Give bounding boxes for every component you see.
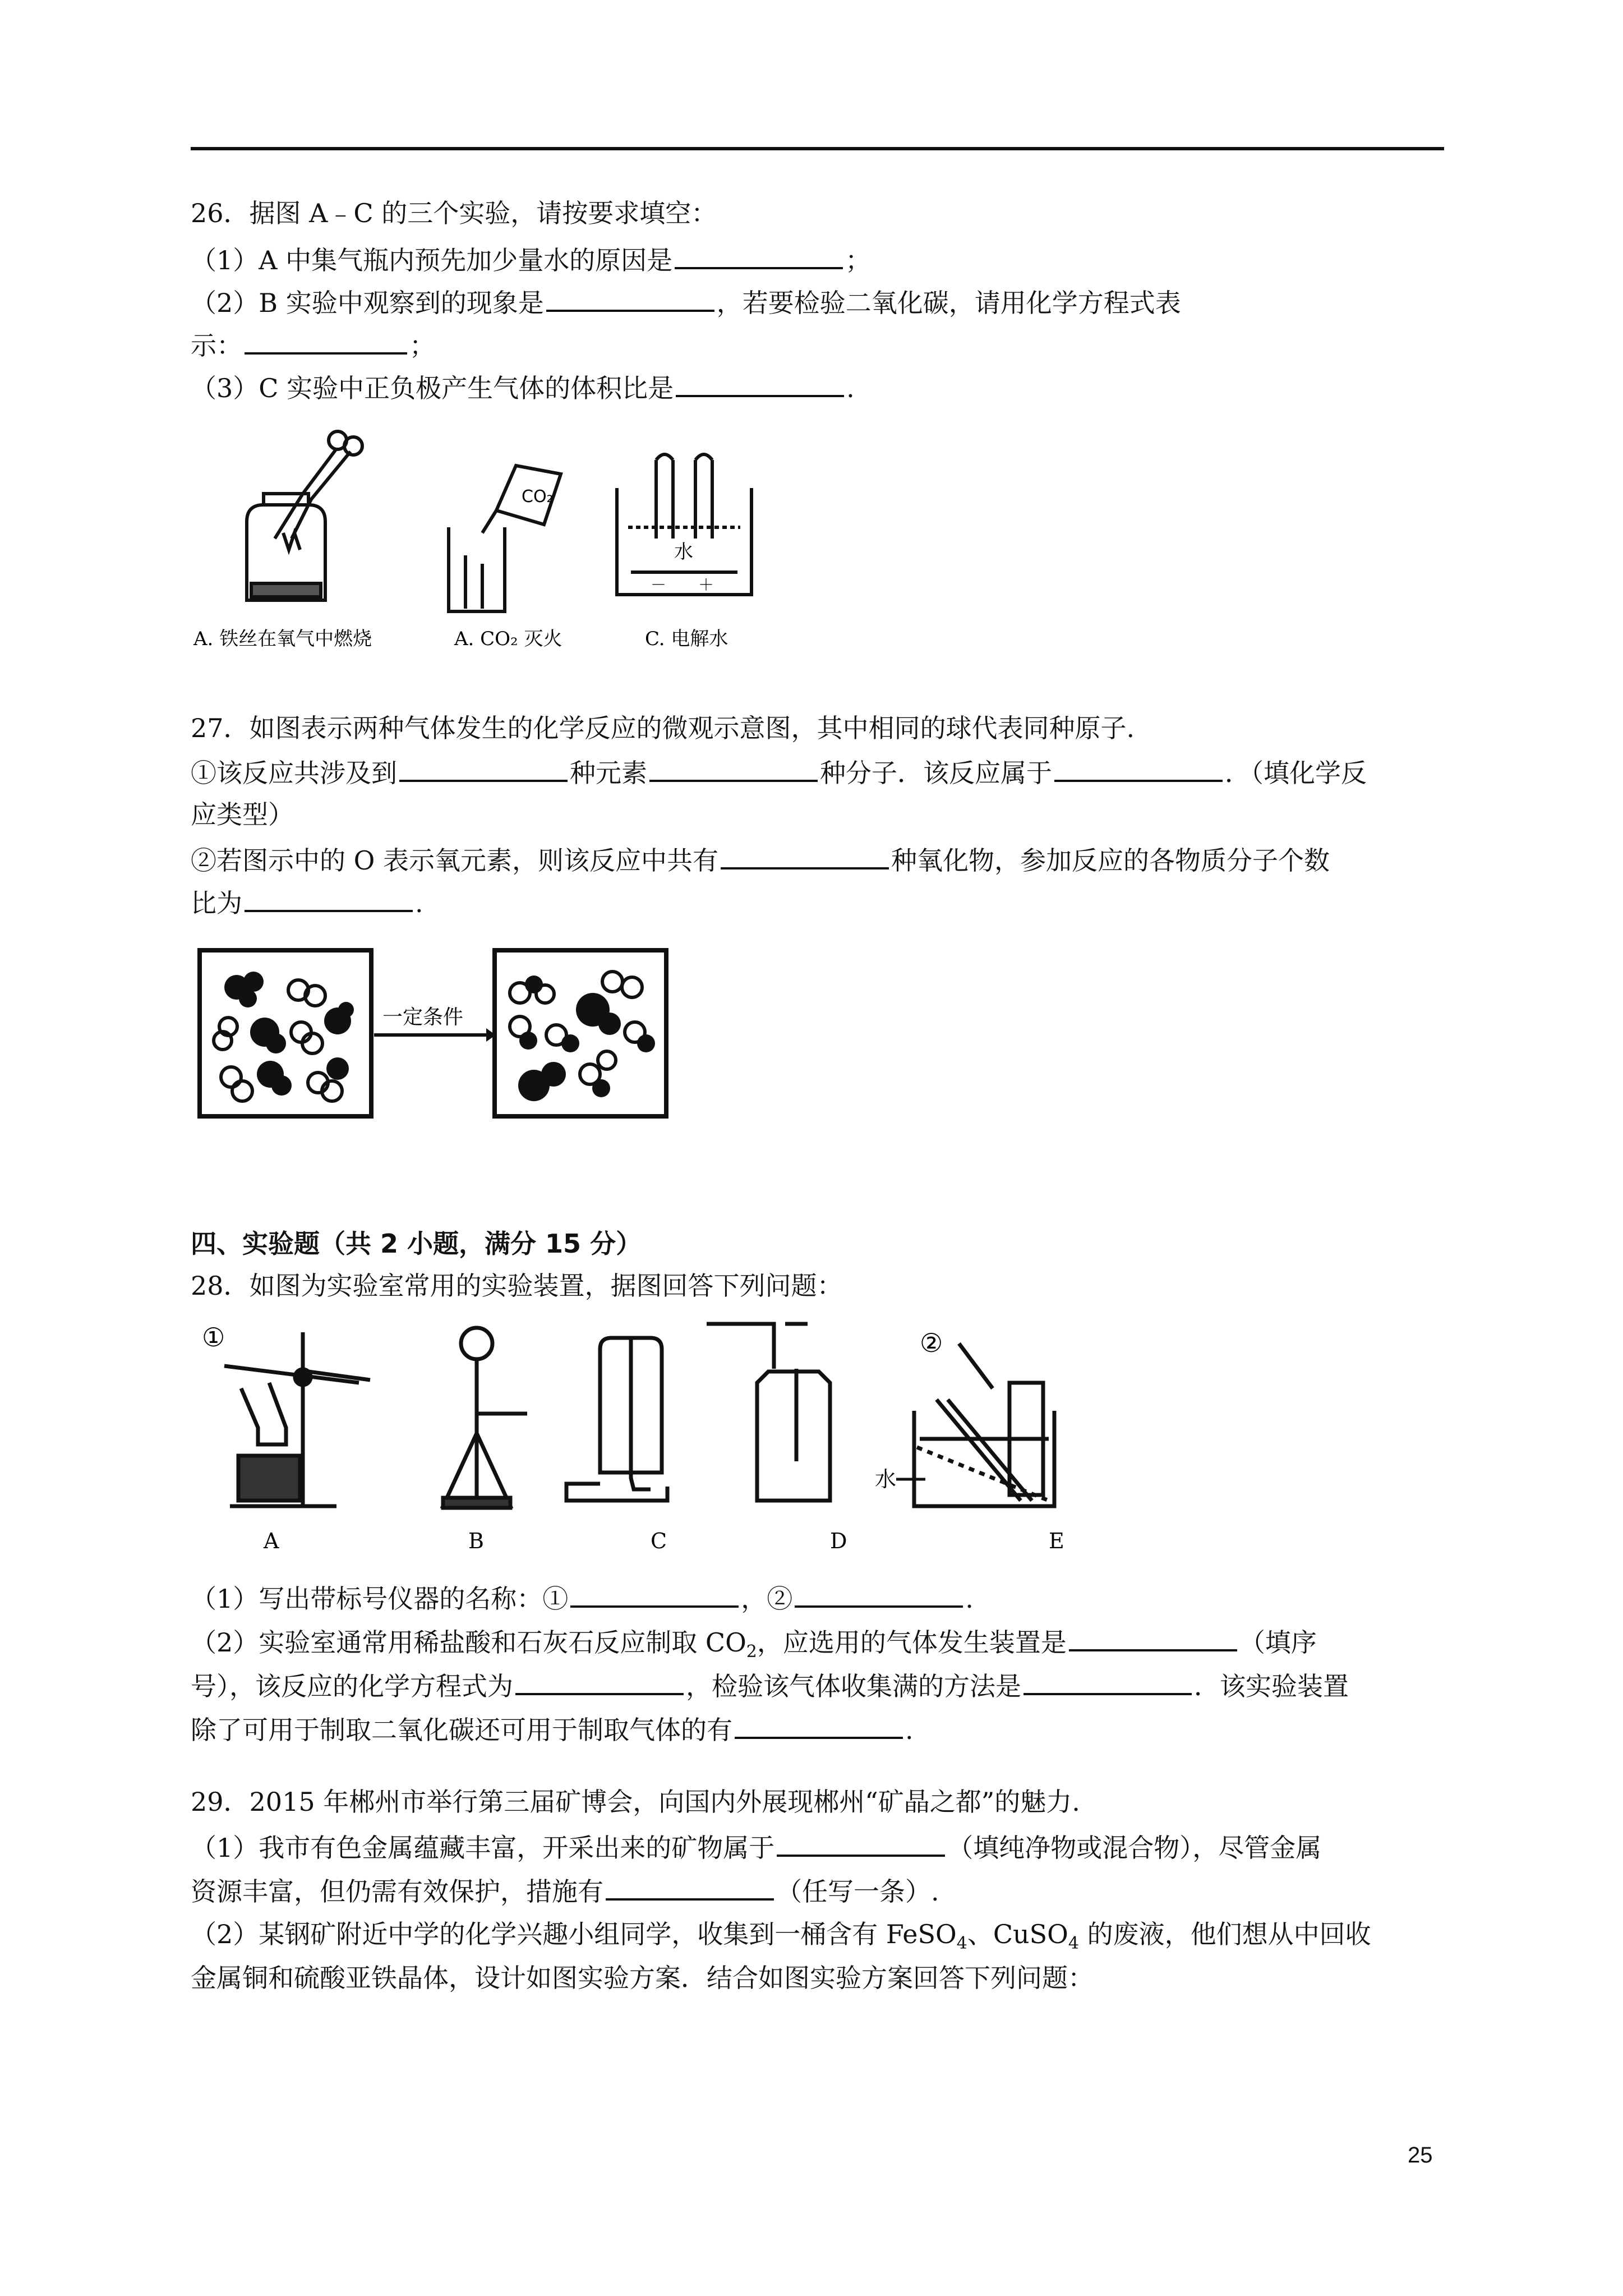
label-d: D	[830, 1529, 847, 1553]
co2-label: CO₂	[522, 487, 554, 507]
answer-blank[interactable]	[676, 370, 844, 397]
answer-blank[interactable]	[546, 285, 714, 312]
q27-line2: 应类型）	[191, 799, 294, 830]
q26-stem: 26．据图 A﹣C 的三个实验，请按要求填空：	[191, 198, 717, 228]
label-a: A	[264, 1529, 279, 1553]
q29-stem: 29．2015 年郴州市举行第三届矿博会，向国内外展现郴州“矿晶之都”的魅力.	[191, 1787, 1080, 1817]
header-rule	[191, 147, 1444, 150]
minus-label: －	[651, 576, 667, 594]
answer-blank[interactable]	[1069, 1625, 1237, 1651]
q26-part3: （3）C 实验中正负极产生气体的体积比是 .	[191, 370, 855, 405]
q29-part1: （1）我市有色金属蕴藏丰富，开采出来的矿物属于 （填纯净物或混合物），尽管金属	[191, 1830, 1321, 1865]
apparatus-d	[707, 1324, 830, 1501]
answer-blank[interactable]	[777, 1830, 945, 1857]
iron-wire-bottle-diagram	[247, 431, 362, 600]
label-e: E	[1049, 1529, 1064, 1553]
page-number: 25	[1408, 2143, 1433, 2168]
q28-part2: （2）实验室通常用稀盐酸和石灰石反应制取 $CO_2$，应选用的气体发生装置是 （填序	[191, 1625, 1317, 1669]
answer-blank[interactable]	[735, 1712, 903, 1739]
apparatus-e	[914, 1343, 1054, 1506]
answer-blank[interactable]	[399, 755, 568, 782]
answer-blank[interactable]	[606, 1874, 774, 1901]
q29-part1-cont: 资源丰富，但仍需有效保护，措施有 （任写一条）.	[191, 1874, 939, 1908]
caption-a: A. 铁丝在氧气中燃烧	[193, 628, 372, 650]
q26-part2-cont: 示： ；	[191, 328, 435, 362]
arrow-label: 一定条件	[382, 1006, 464, 1029]
answer-blank[interactable]	[649, 755, 818, 782]
answer-blank[interactable]	[721, 843, 889, 869]
q26-part1: （1）A 中集气瓶内预先加少量水的原因是 ；	[191, 242, 871, 277]
product-molecules	[510, 972, 655, 1101]
q26-part2: （2）B 实验中观察到的现象是 ，若要检验二氧化碳，请用化学方程式表	[191, 285, 1181, 320]
label-b: B	[468, 1529, 484, 1553]
q26-figure	[191, 426, 808, 662]
section-4-title: 四、实验题（共 2 小题，满分 15 分）	[191, 1228, 642, 1259]
q28-stem: 28．如图为实验室常用的实验装置，据图回答下列问题：	[191, 1271, 843, 1301]
answer-blank[interactable]	[245, 328, 407, 355]
answer-blank[interactable]	[1023, 1668, 1192, 1695]
q28-figure	[191, 1315, 1155, 1562]
label-c: C	[651, 1529, 667, 1553]
caption-c: C. 电解水	[645, 628, 728, 650]
answer-blank[interactable]	[515, 1668, 684, 1695]
marker-1: ①	[202, 1322, 225, 1352]
q27-figure	[197, 948, 668, 1122]
q28-part2-cont2: 除了可用于制取二氧化碳还可用于制取气体的有 .	[191, 1712, 914, 1747]
q28-part1: （1）写出带标号仪器的名称：① ，② .	[191, 1581, 974, 1616]
q28-part2-cont: 号），该反应的化学方程式为 ，检验该气体收集满的方法是 ．该实验装置	[191, 1668, 1349, 1703]
reactant-molecules	[214, 972, 354, 1101]
water-label: 水	[674, 541, 693, 563]
q27-line3: ②若图示中的 O 表示氧元素，则该反应中共有 种氧化物，参加反应的各物质分子个数	[191, 843, 1330, 877]
answer-blank[interactable]	[675, 242, 843, 269]
answer-blank[interactable]	[795, 1581, 963, 1608]
answer-blank[interactable]	[245, 885, 413, 912]
caption-b: A. CO₂ 灭火	[454, 628, 562, 650]
water-label: 水	[875, 1467, 897, 1492]
plus-label: ＋	[698, 576, 714, 594]
q27-stem: 27．如图表示两种气体发生的化学反应的微观示意图，其中相同的球代表同种原子.	[191, 713, 1135, 743]
apparatus-b	[443, 1328, 527, 1508]
q27-line1: ①该反应共涉及到 种元素 种分子．该反应属于 ．（填化学反	[191, 755, 1367, 790]
q29-part2: （2）某钢矿附近中学的化学兴趣小组同学，收集到一桶含有 FeSO$_4$、CuSO$_4$ 的废液，他们想从中回收	[191, 1919, 1371, 1954]
apparatus-a	[224, 1332, 370, 1506]
electrolysis-diagram	[617, 454, 751, 595]
q29-part2-cont: 金属铜和硫酸亚铁晶体，设计如图实验方案．结合如图实验方案回答下列问题：	[191, 1963, 1094, 1993]
apparatus-c	[566, 1338, 667, 1501]
answer-blank[interactable]	[1054, 755, 1223, 782]
q27-line4: 比为 .	[191, 885, 423, 920]
answer-blank[interactable]	[570, 1581, 739, 1608]
marker-2: ②	[920, 1328, 943, 1358]
